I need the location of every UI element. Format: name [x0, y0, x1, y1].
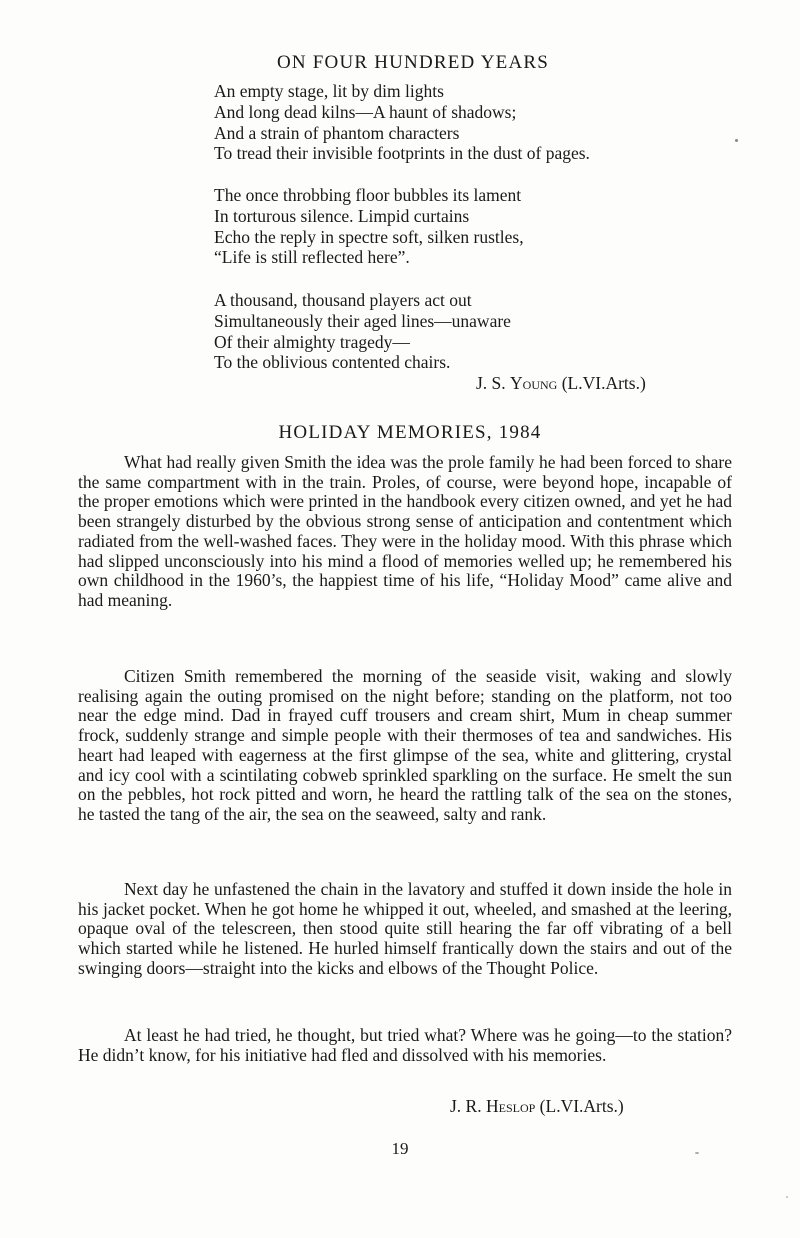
- author-class: (L.VI.Arts.): [557, 373, 646, 393]
- story-paragraph-4: [78, 1026, 732, 1065]
- poem-line: In torturous silence. Limpid curtains: [214, 205, 470, 226]
- author-surname: Heslop: [485, 1096, 536, 1116]
- paragraph-text: At least he had tried, he thought, but tried what? Where was he going—to the station? He didn’t know, for his initiative had fled and dissolved with his memories.: [78, 1025, 732, 1065]
- story-paragraph-3: [78, 880, 732, 979]
- poem-stanza-1: [214, 81, 754, 164]
- poem-line: An empty stage, lit by dim lights: [214, 81, 444, 101]
- poem-line: “Life is still reflected here”.: [214, 247, 410, 268]
- author-class: (L.VI.Arts.): [535, 1096, 624, 1116]
- poem-stanza-3: [214, 290, 754, 373]
- poem-line: Simultaneously their aged lines—unaware: [214, 310, 511, 331]
- poem-title: ON FOUR HUNDRED YEARS: [276, 52, 550, 73]
- scan-speck: [786, 1196, 788, 1198]
- poem-line: To the oblivious contented chairs.: [214, 352, 451, 373]
- poem-line: Echo the reply in spectre soft, silken rustles,: [214, 226, 524, 247]
- poem-line: To tread their invisible footprints in the dust of pages.: [214, 143, 590, 164]
- author-initials: J. S.: [476, 373, 511, 393]
- scan-speck: [735, 139, 738, 142]
- poem-line: A thousand, thousand players act out: [214, 290, 472, 310]
- poem-line: Of their almighty tragedy—: [214, 331, 410, 352]
- author-surname: Young: [510, 373, 558, 393]
- author-initials: J. R.: [450, 1096, 486, 1116]
- paragraph-text: Citizen Smith remembered the morning of the seaside visit, waking and slowly realising again the outing promised on the night before; standing on the platform, not too near the edge mind. Dad in frayed cuff trousers and cream shirt, Mum in cheap summer frock, suddenly strange and simple people with their thermoses of tea and sandwiches. His heart had leaped with eagerness at the first glimpse of the sea, white and glittering, crystal and icy cool with a scintilating cobweb sprinkled sparkling on the surface. He smelt the sun on the pebbles, hot rock pitted and worn, he heard the rattling talk of the sea on the stones, he tasted the tang of the air, the sea on the seaweed, salty and rank.: [78, 666, 732, 824]
- story-paragraph-1: [78, 453, 732, 611]
- poem-line: The once throbbing floor bubbles its lament: [214, 185, 522, 205]
- paragraph-text: Next day he unfastened the chain in the lavatory and stuffed it down inside the hole in his jacket pocket. When he got home he whipped it out, wheeled, and smashed at the leering, opaque oval of the telescreen, then stood quite still hearing the far off vibrating of a bell which started while he listened. He hurled himself frantically down the stairs and out of the swinging doors—straight into the kicks and elbows of the Thought Police.: [78, 879, 732, 978]
- page-number: 19: [391, 1139, 409, 1158]
- story-author: [450, 1096, 624, 1117]
- scan-speck: [695, 1152, 699, 1154]
- poem-line: And long dead kilns—A haunt of shadows;: [214, 101, 517, 122]
- paragraph-text: What had really given Smith the idea was the prole family he had been forced to share the same compartment with in the train. Proles, of course, were beyond hope, incapable of the proper emotions which were printed in the handbook every citizen owned, and yet he had been strangely disturbed by the obvious strong sense of anticipation and contentment which radiated from the well-washed faces. They were in the holiday mood. With this phrase which had slipped unconsciously into his mind a flood of memories welled up; he remembered his own childhood in the 1960’s, the happiest time of his life, “Holiday Mood” came alive and had meaning.: [78, 452, 732, 610]
- poem-stanza-2: [214, 185, 754, 268]
- story-paragraph-2: [78, 667, 732, 825]
- poem-author: [476, 373, 646, 394]
- poem-line: And a strain of phantom characters: [214, 122, 460, 143]
- story-title: HOLIDAY MEMORIES, 1984: [278, 422, 542, 443]
